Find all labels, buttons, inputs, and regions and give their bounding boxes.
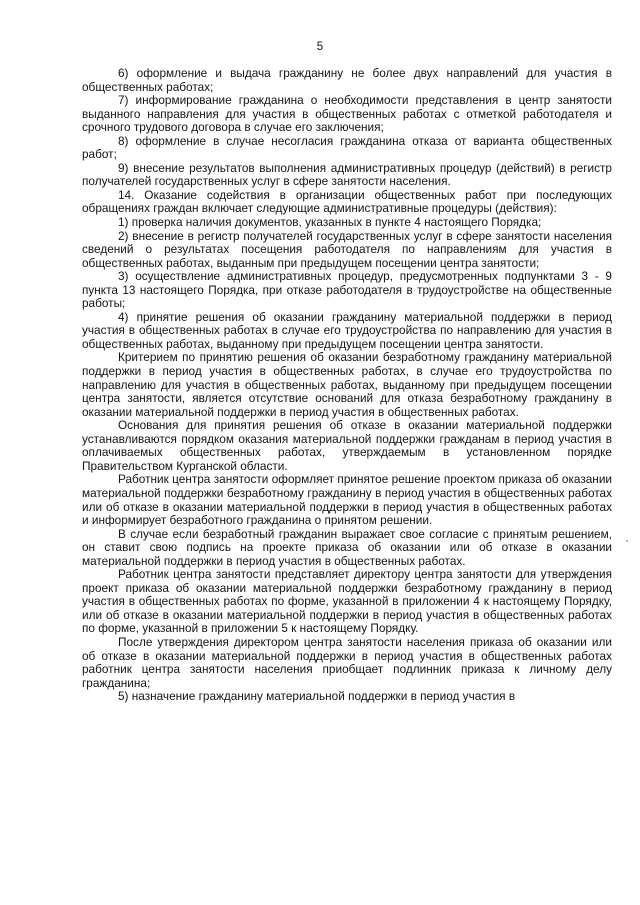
paragraph-14-item-2: 2) внесение в регистр получателей государственных услуг в сфере занятости населения сведений о результатах посещения работодателя по направлениям для участия в общественных работах, выданным при предыдущем посещении центра занятости; [82,228,612,270]
paragraph-draft-order: Работник центра занятости оформляет принятое решение проектом приказа об оказании материальной поддержки безработному гражданину в период участия в общественных работах или об отказе в оказании материальной поддержки в период участия в общественных работах и информирует безработного гражданина о принятом решении. [82,472,612,528]
paragraph-section-14: 14. Оказание содействия в организации общественных работ при последующих обращениях граждан включает следующие административные процедуры (действия): [82,187,612,216]
paragraph-item-9: 9) внесение результатов выполнения административных процедур (действий) в регистр получателей государственных услуг в сфере занятости населения. [82,160,612,189]
paragraph-14-item-1: 1) проверка наличия документов, указанных в пункте 4 настоящего Порядка; [118,215,542,230]
paragraph-criterion: Критерием по принятию решения об оказании безработному гражданину материальной поддержки в период участия в общественных работах, в случае его трудоустройства по направлению для участия в общественных работах, выданному при предыдущем посещении центра занятости, является отсутствие оснований для отказа безработному гражданину в оказании материальной поддержки в период участия в общественных работах. [82,350,612,419]
paragraph-14-item-4: 4) принятие решения об оказании гражданину материальной поддержки в период участия в общественных работах в случае его трудоустройства по направлению для участия в общественных работах, выданному при предыдущем посещении центра занятости. [82,309,612,351]
paragraph-after-approval: После утверждения директором центра занятости населения приказа об оказании или об отказе в оказании материальной поддержки в период участия в общественных работах работник центра занятости населения приобщает подлинник приказа к личному делу гражданина; [82,634,612,690]
paragraph-item-6: 6) оформление и выдача гражданину не более двух направлений для участия в общественных работах; [82,66,612,94]
paragraph-item-7: 7) информирование гражданина о необходимости представления в центр занятости выданного направления для участия в общественных работах с отметкой работодателя и срочного трудового договора в случае его заключения; [82,93,612,135]
paragraph-citizen-consent: В случае если безработный гражданин выражает свое согласие с принятым решением, он ставит свою подпись на проекте приказа об оказании или об отказе в оказании материальной поддержки в период участия в общественных работах. [82,526,612,568]
scan-artifact-dot [626,540,628,542]
document-body [82,67,612,704]
page-number: 5 [316,41,324,53]
paragraph-item-8: 8) оформление в случае несогласия гражданина отказа от варианта общественных работ; [82,133,612,162]
paragraph-refusal-grounds: Основания для принятия решения об отказе в оказании материальной поддержки устанавливаются порядком оказания материальной поддержки гражданам в период участия в оплачиваемых общественных работах, утверждаемым в установленном порядке Правительством Курганской области. [82,418,612,473]
paragraph-14-item-5: 5) назначение гражданину материальной поддержки в период участия в [118,689,516,704]
paragraph-14-item-3: 3) осуществление административных процедур, предусмотренных подпунктами 3 - 9 пункта 13 настоящего Порядка, при отказе работодателя в трудоустройстве на общественные работы; [82,269,612,311]
paragraph-director-approval: Работник центра занятости представляет директору центра занятости для утверждения проект приказа об оказании материальной поддержки безработному гражданину в период участия в общественных работах по форме, указанной в приложении 4 к настоящему Порядку, или об отказе в оказании материальной поддержки в период участия в общественных работах по форме, указанной в приложении 5 к настоящему Порядку. [82,567,612,636]
